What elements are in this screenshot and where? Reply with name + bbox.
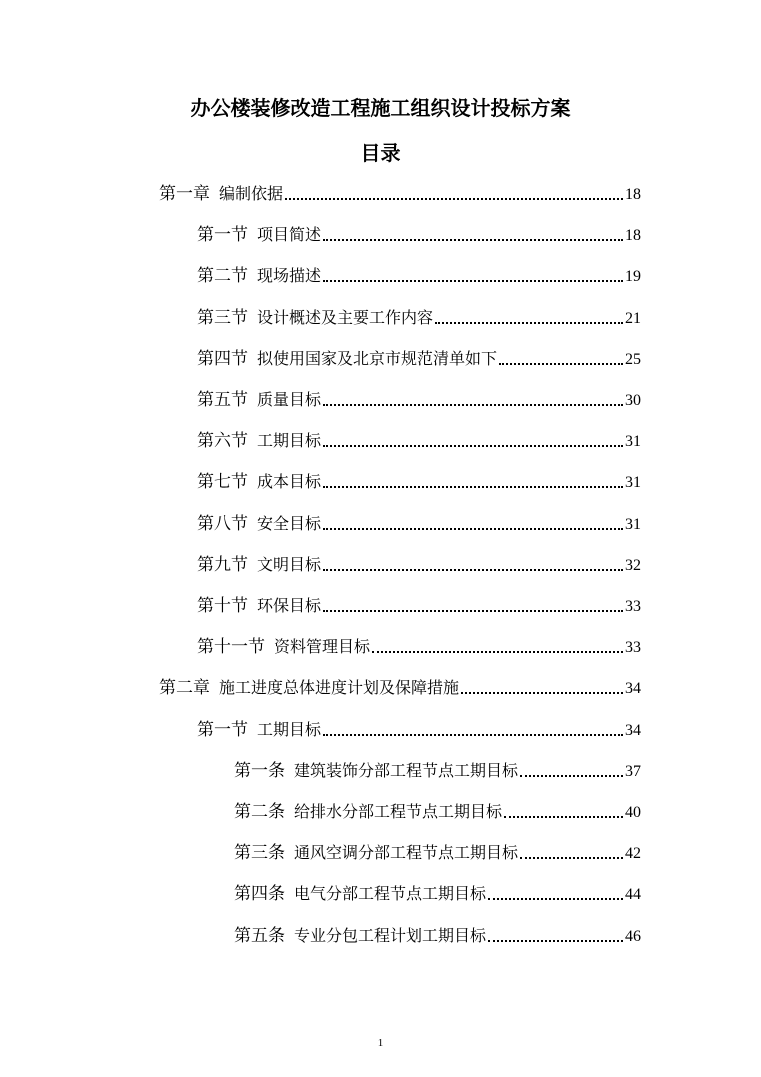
toc-entry[interactable]	[159, 675, 641, 701]
toc-entry-page: 40	[625, 804, 641, 821]
toc-entry-page: 31	[625, 516, 641, 533]
toc-entry-title: 工期目标	[257, 431, 322, 450]
toc-entry-title: 专业分包工程计划工期目标	[294, 926, 487, 945]
toc-entry[interactable]	[197, 717, 641, 743]
toc-entry-label: 第四节	[197, 349, 248, 368]
toc-entry-label: 第一条	[234, 761, 285, 780]
toc-heading: 目录	[360, 141, 401, 165]
toc-dot-leader	[323, 280, 623, 282]
toc-entry-label: 第一节	[197, 225, 248, 244]
toc-entry-page: 33	[625, 598, 641, 615]
toc-entry-page: 18	[625, 227, 641, 244]
toc-entry[interactable]	[197, 469, 641, 495]
toc-entry-title: 建筑装饰分部工程节点工期目标	[294, 761, 519, 780]
toc-entry[interactable]	[197, 346, 641, 372]
toc-dot-leader	[488, 898, 623, 900]
toc-entry-label: 第九节	[197, 555, 248, 574]
toc-entry-label: 第二章	[159, 678, 210, 697]
toc-entry-label: 第一节	[197, 720, 248, 739]
toc-entry-page: 25	[625, 351, 641, 368]
toc-entry[interactable]	[197, 552, 641, 578]
toc-entry-label: 第五节	[197, 390, 248, 409]
toc-entry[interactable]	[197, 634, 641, 660]
toc-entry-title: 电气分部工程节点工期目标	[294, 884, 487, 903]
toc-entry-title: 设计概述及主要工作内容	[257, 308, 434, 327]
document-title: 办公楼装修改造工程施工组织设计投标方案	[190, 96, 571, 120]
toc-entry[interactable]	[197, 387, 641, 413]
toc-dot-leader	[323, 445, 623, 447]
toc-entry-title: 安全目标	[257, 514, 322, 533]
toc-entry-label: 第四条	[234, 884, 285, 903]
toc-entry-label: 第七节	[197, 472, 248, 491]
toc-entry[interactable]	[197, 593, 641, 619]
toc-dot-leader	[323, 610, 623, 612]
toc-entry-title: 给排水分部工程节点工期目标	[294, 802, 503, 821]
toc-entry-page: 33	[625, 639, 641, 656]
toc-dot-leader	[435, 322, 623, 324]
toc-entry[interactable]	[197, 305, 641, 331]
toc-entry-label: 第三节	[197, 308, 248, 327]
toc-entry-label: 第十一节	[197, 637, 265, 656]
toc-entry-page: 34	[625, 722, 641, 739]
toc-dot-leader	[323, 239, 623, 241]
toc-entry-title: 拟使用国家及北京市规范清单如下	[257, 349, 498, 368]
toc-dot-leader	[323, 734, 623, 736]
toc-entry-label: 第五条	[234, 926, 285, 945]
toc-entry[interactable]	[197, 511, 641, 537]
toc-entry-label: 第二节	[197, 266, 248, 285]
toc-dot-leader	[285, 198, 623, 200]
toc-entry-page: 32	[625, 557, 641, 574]
toc-entry-title: 资料管理目标	[274, 637, 371, 656]
toc-entry-page: 30	[625, 392, 641, 409]
toc-entry-page: 46	[625, 928, 641, 945]
toc-entry[interactable]	[197, 222, 641, 248]
toc-entry[interactable]	[234, 840, 641, 866]
toc-entry[interactable]	[234, 923, 641, 949]
toc-entry-page: 21	[625, 310, 641, 327]
toc-entry-label: 第一章	[159, 184, 210, 203]
toc-entry-page: 42	[625, 845, 641, 862]
toc-dot-leader	[372, 651, 623, 653]
toc-entry-title: 工期目标	[257, 720, 322, 739]
toc-dot-leader	[323, 528, 623, 530]
toc-entry-page: 31	[625, 433, 641, 450]
toc-dot-leader	[323, 569, 623, 571]
toc-dot-leader	[323, 404, 623, 406]
toc-entry-page: 34	[625, 680, 641, 697]
toc-entry-page: 37	[625, 763, 641, 780]
toc-dot-leader	[499, 363, 623, 365]
toc-entry-title: 施工进度总体进度计划及保障措施	[219, 678, 460, 697]
toc-entry-label: 第十节	[197, 596, 248, 615]
toc-entry-page: 44	[625, 886, 641, 903]
toc-entry-title: 成本目标	[257, 472, 322, 491]
toc-entry-title: 环保目标	[257, 596, 322, 615]
toc-dot-leader	[323, 486, 623, 488]
toc-entry[interactable]	[234, 799, 641, 825]
toc-entry-label: 第三条	[234, 843, 285, 862]
toc-entry-title: 编制依据	[219, 184, 284, 203]
toc-entry-title: 现场描述	[257, 266, 322, 285]
toc-entry-page: 19	[625, 268, 641, 285]
toc-entry-title: 文明目标	[257, 555, 322, 574]
toc-dot-leader	[488, 940, 623, 942]
toc-entry[interactable]	[197, 263, 641, 289]
toc-entry-label: 第六节	[197, 431, 248, 450]
toc-entry[interactable]	[159, 181, 641, 207]
toc-dot-leader	[520, 775, 623, 777]
toc-entry-title: 通风空调分部工程节点工期目标	[294, 843, 519, 862]
toc-entry-title: 质量目标	[257, 390, 322, 409]
toc-entry-label: 第八节	[197, 514, 248, 533]
toc-entry-page: 31	[625, 474, 641, 491]
toc-dot-leader	[504, 816, 623, 818]
toc-dot-leader	[520, 857, 623, 859]
toc-entry[interactable]	[234, 758, 641, 784]
page-number: 1	[377, 1037, 384, 1049]
toc-dot-leader	[461, 692, 623, 694]
toc-entry-label: 第二条	[234, 802, 285, 821]
toc-entry-page: 18	[625, 186, 641, 203]
toc-entry-title: 项目简述	[257, 225, 322, 244]
toc-entry[interactable]	[234, 881, 641, 907]
toc-entry[interactable]	[197, 428, 641, 454]
